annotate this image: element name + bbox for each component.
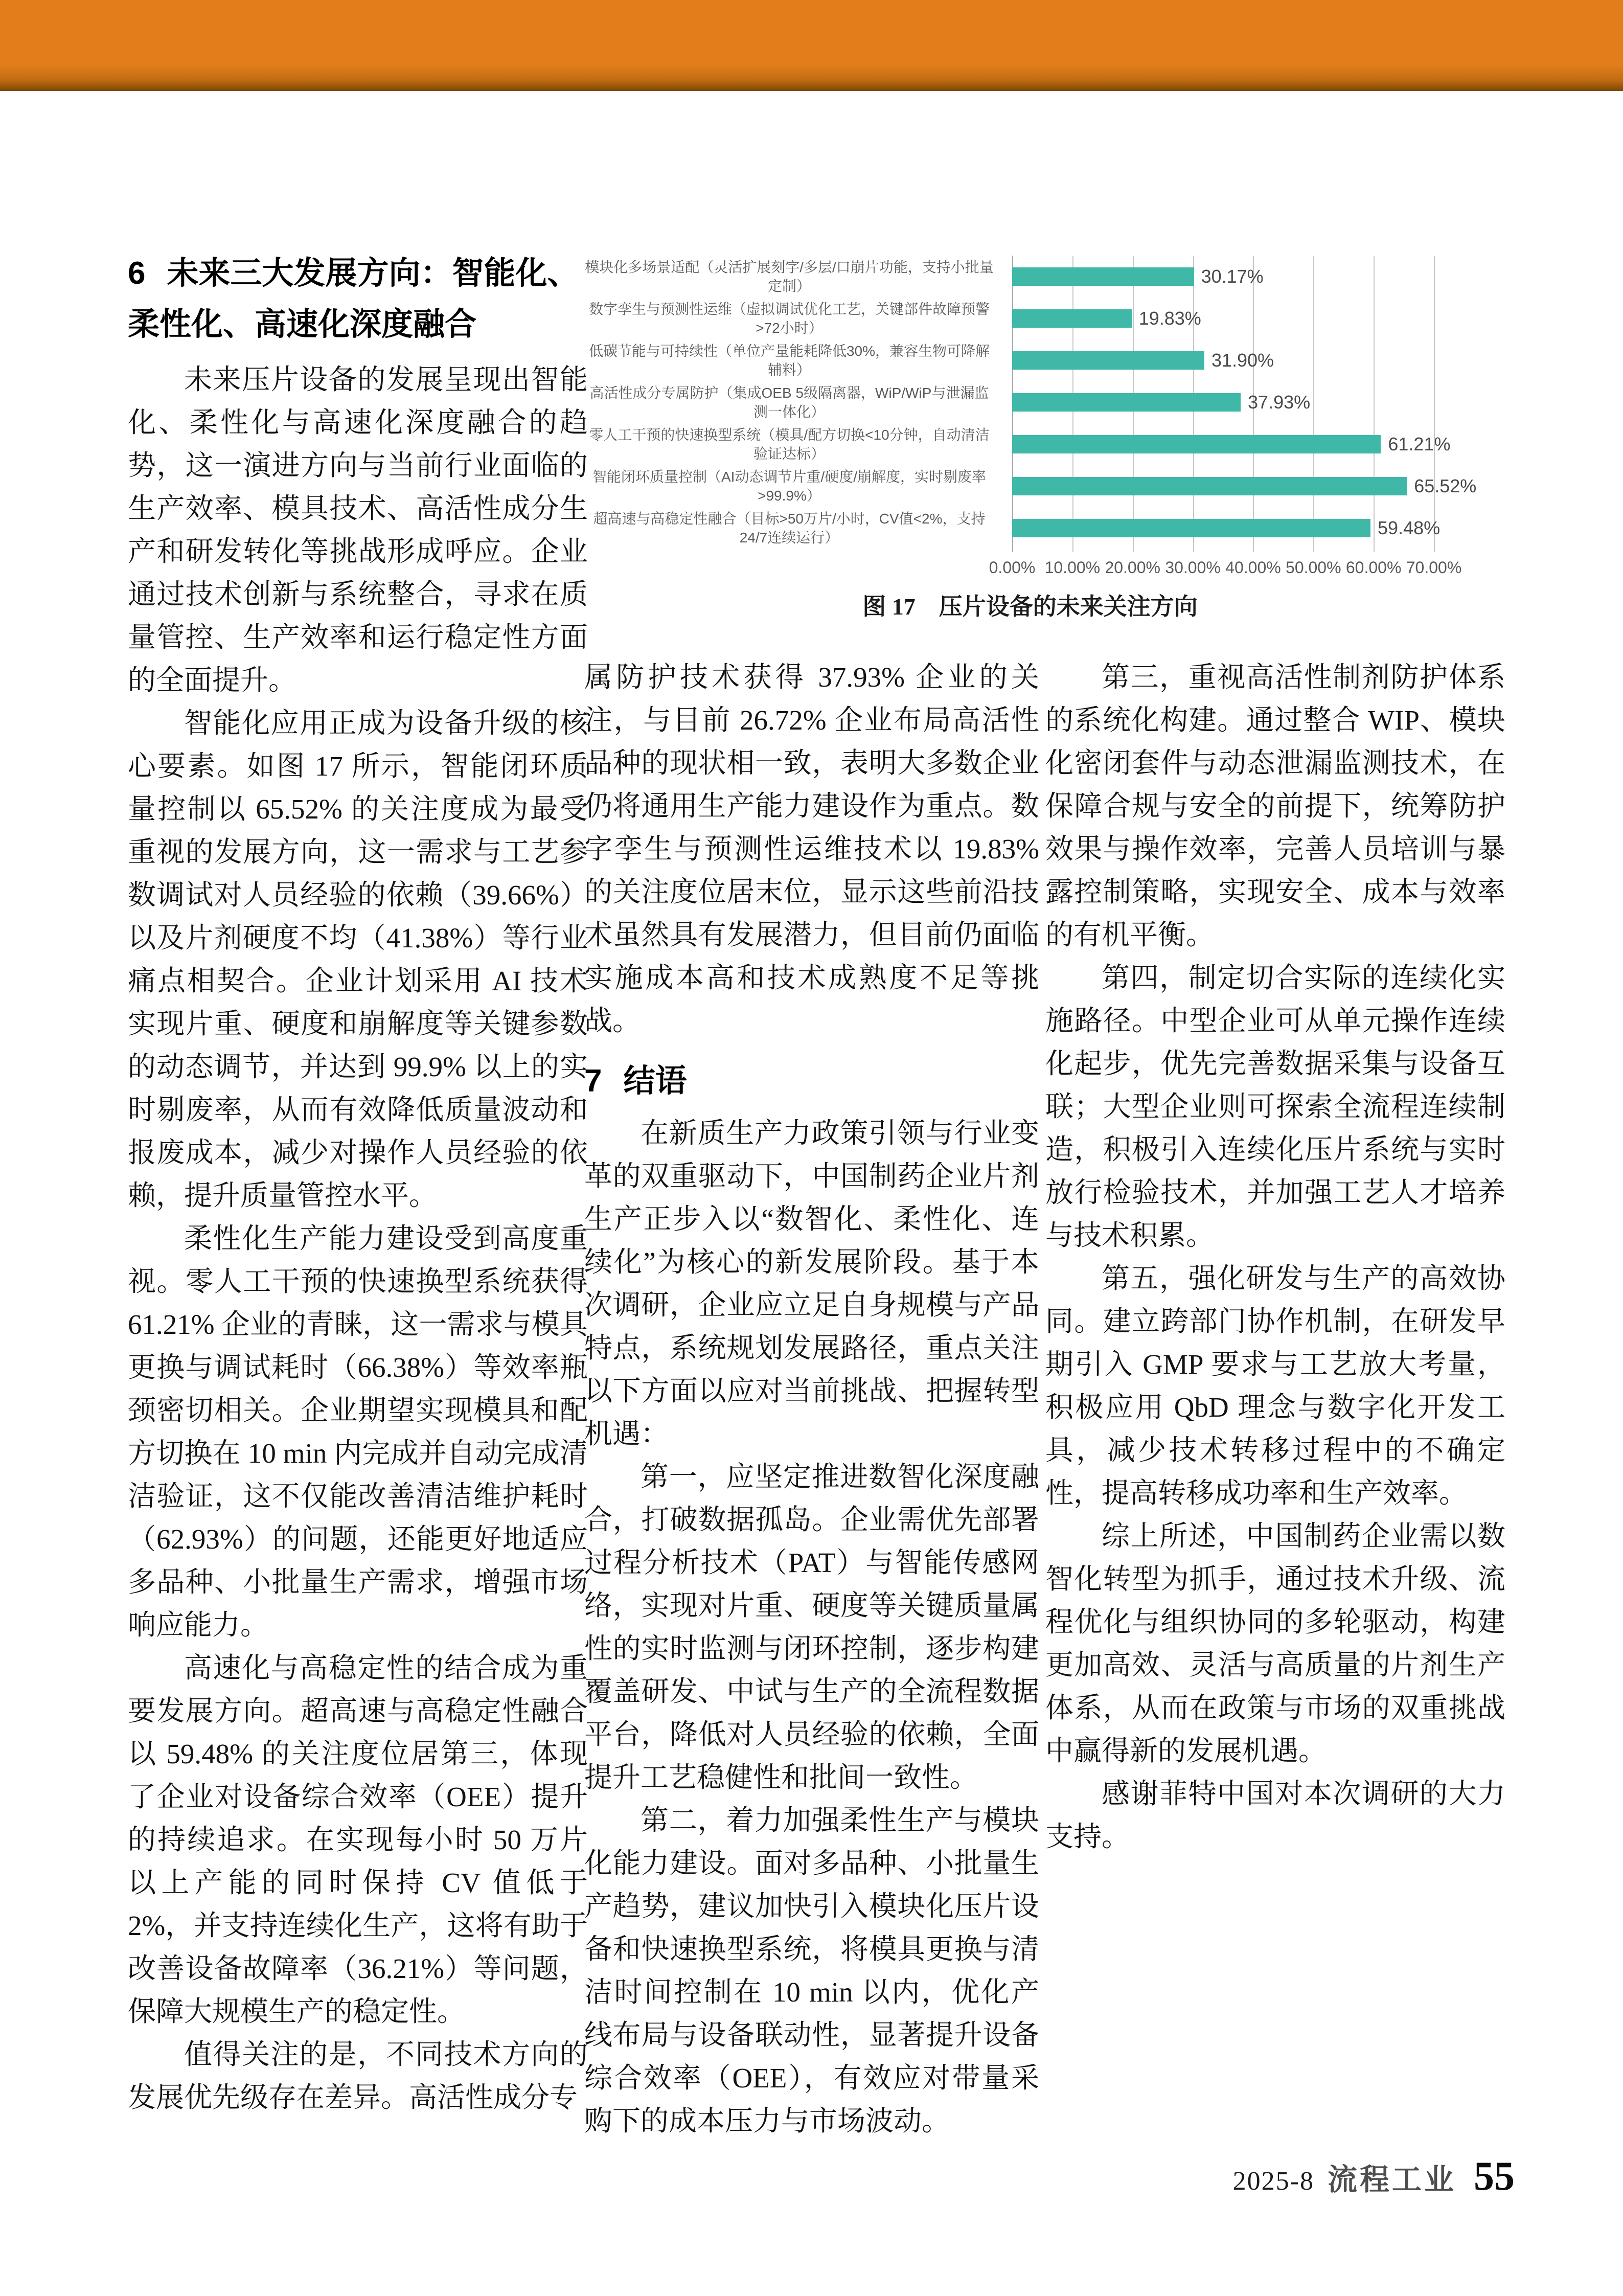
middle-column-paragraphs xyxy=(584,1112,1039,2143)
chart-x-tick-label: 30.00% xyxy=(1165,558,1221,577)
chart-bar xyxy=(1012,393,1241,412)
body-paragraph: 柔性化生产能力建设受到高度重视。零人工干预的快速换型系统获得 61.21% 企业的青睐，这一需求与模具更换与调试耗时（66.38%）等效率瓶颈密切相关。企业期望实现模具和配方切换在 10 min 内完成并自动完成清洁验证，这不仅能改善清洁维护耗时（62.93%）的问题，还能更好地适应多品种、小批量生产需求，增强市场响应能力。 xyxy=(128,1223,588,1641)
right-column xyxy=(1045,656,1505,1858)
chart-row xyxy=(583,507,1528,549)
chart-bar xyxy=(1012,351,1204,370)
chart-value-label: 59.48% xyxy=(1378,517,1441,538)
body-paragraph: 第四，制定切合实际的连续化实施路径。中型企业可从单元操作连续化起步，优先完善数据采集与设备互联；大型企业则可探索全流程连续制造，积极引入连续化压片系统与实时放行检验技术，并加强工艺人才培养与技术积累。 xyxy=(1045,962,1505,1251)
body-paragraph: 综上所述，中国制药企业需以数智化转型为抓手，通过技术升级、流程优化与组织协同的多轮驱动，构建更加高效、灵活与高质量的片剂生产体系，从而在政策与市场的双重挑战中赢得新的发展机遇。 xyxy=(1045,1520,1505,1766)
chart-category-label: 数字孪生与预测性运维（虚拟调试优化工艺，关键部件故障预警>72小时） xyxy=(588,301,990,336)
chart-value-label: 19.83% xyxy=(1138,308,1201,329)
section-6-title: 未来三大发展方向：智能化、柔性化、高速化深度融合 xyxy=(128,256,579,342)
body-paragraph: 高速化与高稳定性的结合成为重要发展方向。超高速与高稳定性融合以 59.48% 的关注度位居第三，体现了企业对设备综合效率（OEE）提升的持续追求。在实现每小时 50 万片以上产能的同时保持 CV 值低于 2%，并支持连续化生产，这将有助于改善设备故障率（36.21%）等问题，保障大规模生产的稳定性。 xyxy=(128,1652,588,2027)
left-column-paragraphs xyxy=(128,358,588,2119)
chart-track xyxy=(1012,339,1528,381)
body-paragraph: 感谢菲特中国对本次调研的大力支持。 xyxy=(1045,1778,1505,1852)
body-paragraph: 值得关注的是，不同技术方向的发展优先级存在差异。高活性成分专 xyxy=(128,2039,588,2113)
body-paragraph-continuation: 属防护技术获得 37.93% 企业的关注，与目前 26.72% 企业布局高活性品种的现状相一致，表明大多数企业仍将通用生产能力建设作为重点。数字孪生与预测性运维技术以 19.83% 的关注度位居末位，显示这些前沿技术虽然具有发展潜力，但目前仍面临实施成本高和技术成熟度不足等挑战。 xyxy=(584,662,1039,1036)
body-paragraph: 第三，重视高活性制剂防护体系的系统化构建。通过整合 WIP、模块化密闭套件与动态泄漏监测技术，在保障合规与安全的前提下，统筹防护效果与操作效率，完善人员培训与暴露控制策略，实现安全、成本与效率的有机平衡。 xyxy=(1045,662,1505,950)
chart-x-tick-label: 10.00% xyxy=(1044,558,1101,577)
chart-x-tick-label: 0.00% xyxy=(989,558,1036,577)
section-7-heading xyxy=(584,1056,1039,1107)
chart-bar xyxy=(1012,519,1370,537)
section-7-title: 结语 xyxy=(623,1063,687,1099)
chart-row xyxy=(583,339,1528,381)
footer-magazine-name: 流程工业 xyxy=(1327,2163,1456,2196)
chart-value-label: 65.52% xyxy=(1414,475,1477,496)
chart-category-label: 零人工干预的快速换型系统（模具/配方切换<10分钟，自动清洁验证达标） xyxy=(589,427,990,462)
chart-x-tick-label: 70.00% xyxy=(1406,558,1462,577)
page-footer xyxy=(1233,2153,1515,2200)
middle-column xyxy=(584,656,1039,2143)
chart-track xyxy=(1012,298,1528,339)
right-column-paragraphs xyxy=(1045,656,1505,1858)
chart-bar xyxy=(1012,267,1194,286)
chart-bar xyxy=(1012,477,1407,495)
body-paragraph: 第五，强化研发与生产的高效协同。建立跨部门协作机制，在研发早期引入 GMP 要求与工艺放大考量，积极应用 QbD 理念与数字化开发工具，减少技术转移过程中的不确定性，提高转移成功率和生产效率。 xyxy=(1045,1263,1505,1509)
chart-track xyxy=(1012,507,1528,549)
footer-page-number: 55 xyxy=(1474,2154,1515,2199)
chart-row xyxy=(583,381,1528,423)
chart-row xyxy=(583,465,1528,507)
chart-value-label: 31.90% xyxy=(1211,350,1274,371)
chart-value-label: 37.93% xyxy=(1248,392,1311,413)
chart-track xyxy=(1012,256,1528,298)
body-paragraph: 第二，着力加强柔性生产与模块化能力建设。面对多品种、小批量生产趋势，建议加快引入模块化压片设备和快速换型系统，将模具更换与清洁时间控制在 10 min 以内，优化产线布局与设备联动性，显著提升设备综合效率（OEE），有效应对带量采购下的成本压力与市场波动。 xyxy=(584,1805,1039,2136)
footer-issue: 2025-8 xyxy=(1232,2167,1314,2196)
chart-category-label: 智能闭环质量控制（AI动态调节片重/硬度/崩解度，实时剔废率>99.9%） xyxy=(592,469,987,504)
chart-row xyxy=(583,298,1528,339)
bar-chart xyxy=(583,256,1528,549)
chart-x-tick-label: 50.00% xyxy=(1286,558,1341,577)
chart-track xyxy=(1012,381,1528,423)
chart-x-tick-label: 20.00% xyxy=(1105,558,1160,577)
chart-value-label: 61.21% xyxy=(1388,434,1451,454)
figure-17 xyxy=(583,244,1528,638)
chart-category-label: 模块化多场景适配（灵活扩展刻字/多层/口崩片功能，支持小批量定制） xyxy=(585,259,994,294)
chart-category-label: 超高速与高稳定性融合（目标>50万片/小时，CV值<2%，支持24/7连续运行） xyxy=(593,511,986,545)
header-band xyxy=(0,0,1623,91)
chart-row xyxy=(583,256,1528,298)
chart-row xyxy=(583,423,1528,465)
chart-track xyxy=(1012,423,1528,465)
left-column xyxy=(128,248,588,2119)
figure-caption: 图 17 压片设备的未来关注方向 xyxy=(862,594,1198,620)
section-7-number: 7 xyxy=(584,1063,602,1099)
section-6-number: 6 xyxy=(128,256,146,291)
section-6-heading xyxy=(128,248,588,350)
chart-track xyxy=(1012,465,1528,507)
chart-x-tick-label: 60.00% xyxy=(1345,558,1402,577)
body-paragraph: 智能化应用正成为设备升级的核心要素。如图 17 所示，智能闭环质量控制以 65.52% 的关注度成为最受重视的发展方向，这一需求与工艺参数调试对人员经验的依赖（39.66%）以及片剂硬度不均（41.38%）等行业痛点相契合。企业计划采用 AI 技术实现片重、硬度和崩解度等关键参数的动态调节，并达到 99.9% 以上的实时剔废率，从而有效降低质量波动和报废成本，减少对操作人员经验的依赖，提升质量管控水平。 xyxy=(128,708,588,1211)
body-paragraph: 未来压片设备的发展呈现出智能化、柔性化与高速化深度融合的趋势，这一演进方向与当前行业面临的生产效率、模具技术、高活性成分生产和研发转化等挑战形成呼应。企业通过技术创新与系统整合，寻求在质量管控、生产效率和运行稳定性方面的全面提升。 xyxy=(128,364,588,696)
chart-x-tick-label: 40.00% xyxy=(1225,558,1281,577)
chart-category-label: 高活性成分专属防护（集成OEB 5级隔离器，WiP/WiP与泄漏监测一体化） xyxy=(589,385,989,420)
chart-x-axis-ticks xyxy=(989,557,1462,579)
body-paragraph: 在新质生产力政策引领与行业变革的双重驱动下，中国制药企业片剂生产正步入以“数智化、柔性化、连续化”为核心的新发展阶段。基于本次调研，企业应立足自身规模与产品特点，系统规划发展路径，重点关注以下方面以应对当前挑战、把握转型机遇： xyxy=(584,1118,1039,1449)
chart-bar xyxy=(1012,435,1381,453)
chart-value-label: 30.17% xyxy=(1201,266,1264,287)
chart-category-label: 低碳节能与可持续性（单位产量能耗降低30%，兼容生物可降解辅料） xyxy=(588,343,990,378)
body-paragraph: 第一，应坚定推进数智化深度融合，打破数据孤岛。企业需优先部署过程分析技术（PAT）与智能传感网络，实现对片重、硬度等关键质量属性的实时监测与闭环控制，逐步构建覆盖研发、中试与生产的全流程数据平台，降低对人员经验的依赖，全面提升工艺稳健性和批间一致性。 xyxy=(584,1461,1039,1793)
chart-bar xyxy=(1012,309,1132,328)
